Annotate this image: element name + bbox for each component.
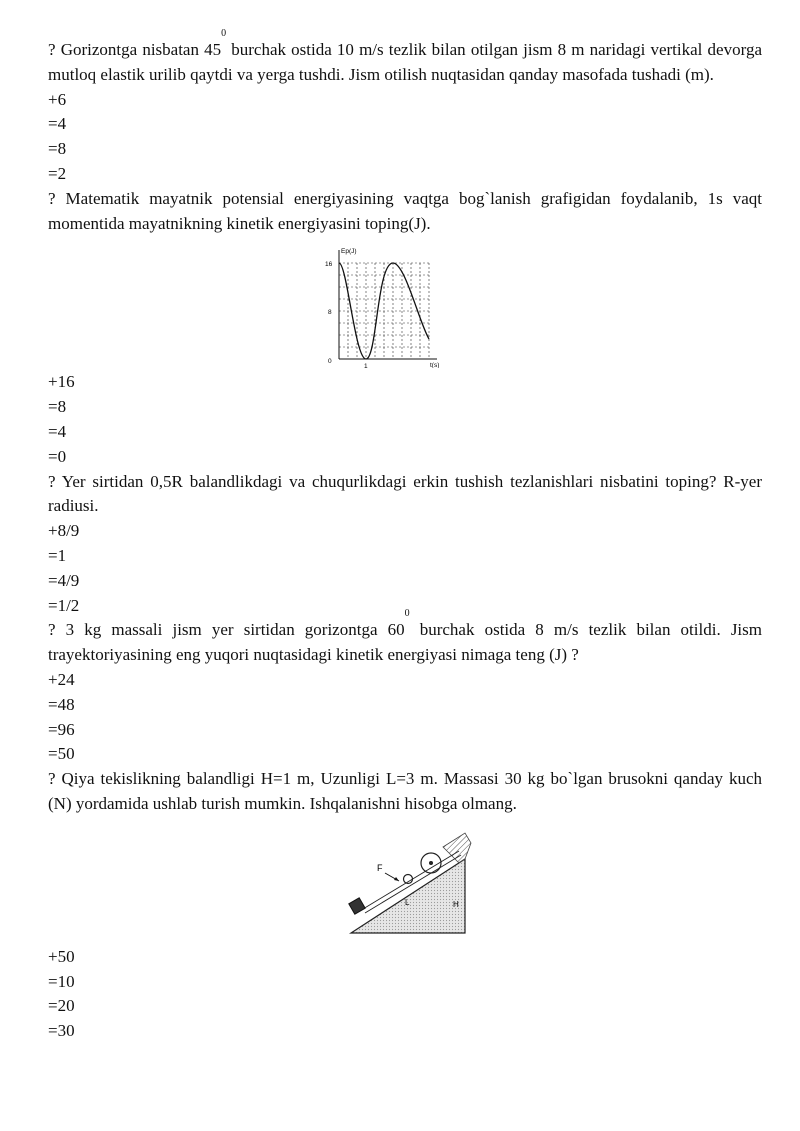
answer-option: =1 [48,545,67,565]
document-page [48,28,762,1044]
answer-option: =1/2 [48,595,80,615]
answer-option: =20 [48,996,75,1016]
length-label: L [405,897,410,907]
question-3-text: ? Yer sirtidan 0,5R balandlikdagi va chuqurlikdagi erkin tushish tezlanishlari nisbatini toping? R-yer radiusi. [48,471,762,516]
y-tick-0: 0 [328,358,332,366]
question-2-text: ? Matematik mayatnik potensial energiyasining vaqtga bog`lanish grafigidan foydalanib, 1s vaqt momentida mayatnikning kinetik energiyasini toping(J). [48,188,762,233]
answer-option: =96 [48,719,75,739]
y-tick-8: 8 [328,309,332,317]
force-label: F [377,862,383,873]
answer-option: =8 [48,397,67,417]
answer-option: +50 [48,946,75,966]
answer-option: =30 [48,1021,75,1041]
potential-energy-graph [313,242,443,368]
answer-option: +6 [48,89,67,109]
block [349,898,365,914]
height-label: H [453,899,459,909]
question-4-text: ? 3 kg massali jism yer sirtidan gorizontga $60^0$ burchak ostida 8 m/s tezlik bilan otildi. Jism trayektoriyasining eng yuqori nuqtasidagi kinetik energiyasi nimaga teng (J) ? [48,608,762,665]
answer-option: +16 [48,372,75,392]
x-tick-1: 1 [364,363,368,369]
y-axis-label: Ep(J) [341,248,357,256]
inclined-plane-diagram [343,829,473,939]
y-tick-16: 16 [325,261,333,269]
answer-option: =4/9 [48,570,80,590]
answer-option: +8/9 [48,521,80,541]
incline-wedge [351,859,465,933]
question-5-text: ? Qiya tekislikning balandligi H=1 m, Uzunligi L=3 m. Massasi 30 kg bo`lgan brusokni qanday kuch (N) yordamida ushlab turish mumkin. Ishqalanishni hisobga olmang. [48,769,762,813]
answer-option: =0 [48,446,67,466]
answer-option: =50 [48,744,75,764]
question-1-text: ? Gorizontga nisbatan $45^0$ burchak ostida 10 m/s tezlik bilan otilgan jism 8 m naridagi vertikal devorga mutloq elastik urilib qaytdi va yerga tushdi. Jism otilish nuqtasidan qanday masofada tushadi (m). [48,28,762,84]
answer-option: =48 [48,694,75,714]
answer-option: =4 [48,114,67,134]
answer-option: =8 [48,139,67,159]
answer-option: =10 [48,971,75,991]
answer-option: =4 [48,421,67,441]
answer-option: =2 [48,163,67,183]
answer-option: +24 [48,669,75,689]
x-axis-label: t(s) [430,362,440,369]
